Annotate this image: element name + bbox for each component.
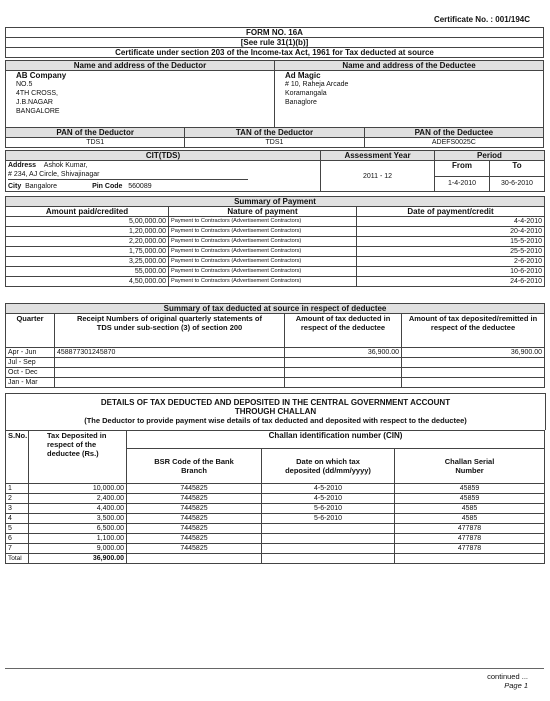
deducted-header: Amount of tax deducted in respect of the deductee [285, 314, 402, 348]
pan-deductee-label: PAN of the Deductee [364, 128, 543, 138]
payment-row: 1,20,000.00 Payment to Contractors (Advertisement Contractors) 20-4-2010 [6, 227, 545, 237]
cit-section [5, 150, 544, 192]
payment-row: 4,50,000.00 Payment to Contractors (Advertisement Contractors) 24-6-2010 [6, 277, 545, 287]
challan-row: 1 10,000.00 7445825 4-5-2010 45859 [6, 484, 545, 494]
tan-deductor-value: TDS1 [185, 138, 364, 148]
payment-summary [5, 196, 544, 287]
challan-row: 3 4,400.00 7445825 5-6-2010 4585 [6, 504, 545, 514]
challan-title-block [5, 393, 546, 430]
challan-title-line3: (The Deductor to provide payment wise details of tax deducted and deposited with respect to the deductee) [84, 416, 467, 425]
challan-sno-header: S.No. [6, 431, 29, 484]
assessment-year-label: Assessment Year [321, 151, 435, 161]
total-label: Total [6, 554, 29, 564]
pan-deductor-value: TDS1 [6, 138, 185, 148]
city-value: Bangalore [25, 183, 58, 190]
cit-street: # 234, AJ Circle, Shivajinagar [8, 170, 248, 180]
payment-header-date: Date of payment/credit [357, 207, 545, 217]
page-number: Page 1 [504, 681, 528, 690]
form-subtitle: Certificate under section 203 of the Income-tax Act, 1961 for Tax deducted at source [6, 48, 544, 58]
payment-summary-title: Summary of Payment [6, 197, 545, 207]
quarter-row: Jul - Sep [6, 358, 545, 368]
tax-summary [5, 303, 544, 388]
payment-row: 2,20,000.00 Payment to Contractors (Advertisement Contractors) 15-5-2010 [6, 237, 545, 247]
total-value: 36,900.00 [29, 554, 127, 564]
deductor-line: BANGALORE [16, 108, 60, 115]
payment-row: 55,000.00 Payment to Contractors (Advertisement Contractors) 10-6-2010 [6, 267, 545, 277]
challan-row: 5 6,500.00 7445825 477878 [6, 524, 545, 534]
period-to-value: 30-6-2010 [490, 176, 545, 192]
payment-row: 5,00,000.00 Payment to Contractors (Advertisement Contractors) 4-4-2010 [6, 217, 545, 227]
quarter-row: Oct - Dec [6, 368, 545, 378]
continued-text: continued ... [487, 672, 528, 681]
deductee-line: # 10, Raheja Arcade [285, 81, 349, 88]
deductee-line: Banaglore [285, 99, 317, 106]
form-title: FORM NO. 16A [6, 28, 544, 38]
deductor-header: Name and address of the Deductor [6, 61, 275, 71]
challan-title-line2: THROUGH CHALLAN [234, 407, 317, 416]
challan-row: 4 3,500.00 7445825 5-6-2010 4585 [6, 514, 545, 524]
cit-name: Ashok Kumar, [43, 162, 88, 169]
pan-tan-section [5, 127, 544, 148]
pincode-value: 560089 [128, 183, 152, 190]
deductor-line: 4TH CROSS, [16, 90, 59, 97]
deductee-name: Ad Magic [285, 71, 321, 80]
quarter-row: Jan - Mar [6, 378, 545, 388]
challan-row: 6 1,100.00 7445825 477878 [6, 534, 545, 544]
deductee-block [275, 71, 544, 128]
deductor-block [6, 71, 275, 128]
deductor-line: NO.5 [16, 81, 33, 88]
form-rule: [See rule 31(1)(b)] [6, 38, 544, 48]
challan-total-row [6, 554, 545, 564]
cit-label: CIT(TDS) [6, 151, 321, 161]
quarter-row: Apr - Jun 458877301245870 36,900.00 36,900.00 [6, 348, 545, 358]
deposited-header: Amount of tax deposited/remitted in respect of the deductee [402, 314, 545, 348]
challan-table [5, 430, 544, 564]
certificate-number: Certificate No. : 001/194C [433, 15, 530, 24]
deductor-name: AB Company [16, 71, 67, 80]
tax-summary-title: Summary of tax deducted at source in respect of deductee [6, 304, 545, 314]
challan-title-line1: DETAILS OF TAX DEDUCTED AND DEPOSITED IN THE CENTRAL GOVERNMENT ACCOUNT [100, 398, 451, 407]
pincode-label: Pin Code [92, 183, 123, 190]
deductee-line: Koramangala [285, 90, 327, 97]
challan-tax-header: Tax Deposited in respect of the deductee (Rs.) [29, 431, 127, 484]
challan-row: 2 2,400.00 7445825 4-5-2010 45859 [6, 494, 545, 504]
party-section [5, 60, 544, 128]
challan-date-header: Date on which tax deposited (dd/mm/yyyy) [262, 449, 395, 484]
period-from-value: 1-4-2010 [435, 176, 490, 192]
pan-deductor-label: PAN of the Deductor [6, 128, 185, 138]
assessment-year-value: 2011 - 12 [321, 161, 435, 192]
payment-header-nature: Nature of payment [169, 207, 357, 217]
payment-row: 1,75,000.00 Payment to Contractors (Advertisement Contractors) 25-5-2010 [6, 247, 545, 257]
form-header [5, 27, 544, 58]
challan-row: 7 9,000.00 7445825 477878 [6, 544, 545, 554]
period-label: Period [435, 151, 545, 161]
cit-address-block [6, 161, 321, 192]
quarter-header: Quarter [6, 314, 55, 348]
deductee-header: Name and address of the Deductee [275, 61, 544, 71]
challan-cin-header: Challan identification number (CIN) [127, 431, 545, 449]
receipt-header: Receipt Numbers of original quarterly statements of TDS under sub-section (3) of section 200 [55, 314, 285, 348]
challan-bsr-header: BSR Code of the Bank Branch [127, 449, 262, 484]
tan-deductor-label: TAN of the Deductor [185, 128, 364, 138]
address-label: Address [8, 162, 37, 169]
page-footer [5, 668, 544, 690]
to-label: To [490, 161, 545, 177]
city-label: City [8, 183, 22, 190]
pan-deductee-value: ADEFS0025C [364, 138, 543, 148]
deductor-line: J.B.NAGAR [16, 99, 53, 106]
challan-serial-header: Challan Serial Number [395, 449, 545, 484]
from-label: From [435, 161, 490, 177]
payment-row: 3,25,000.00 Payment to Contractors (Advertisement Contractors) 2-6-2010 [6, 257, 545, 267]
payment-header-amount: Amount paid/credited [6, 207, 169, 217]
